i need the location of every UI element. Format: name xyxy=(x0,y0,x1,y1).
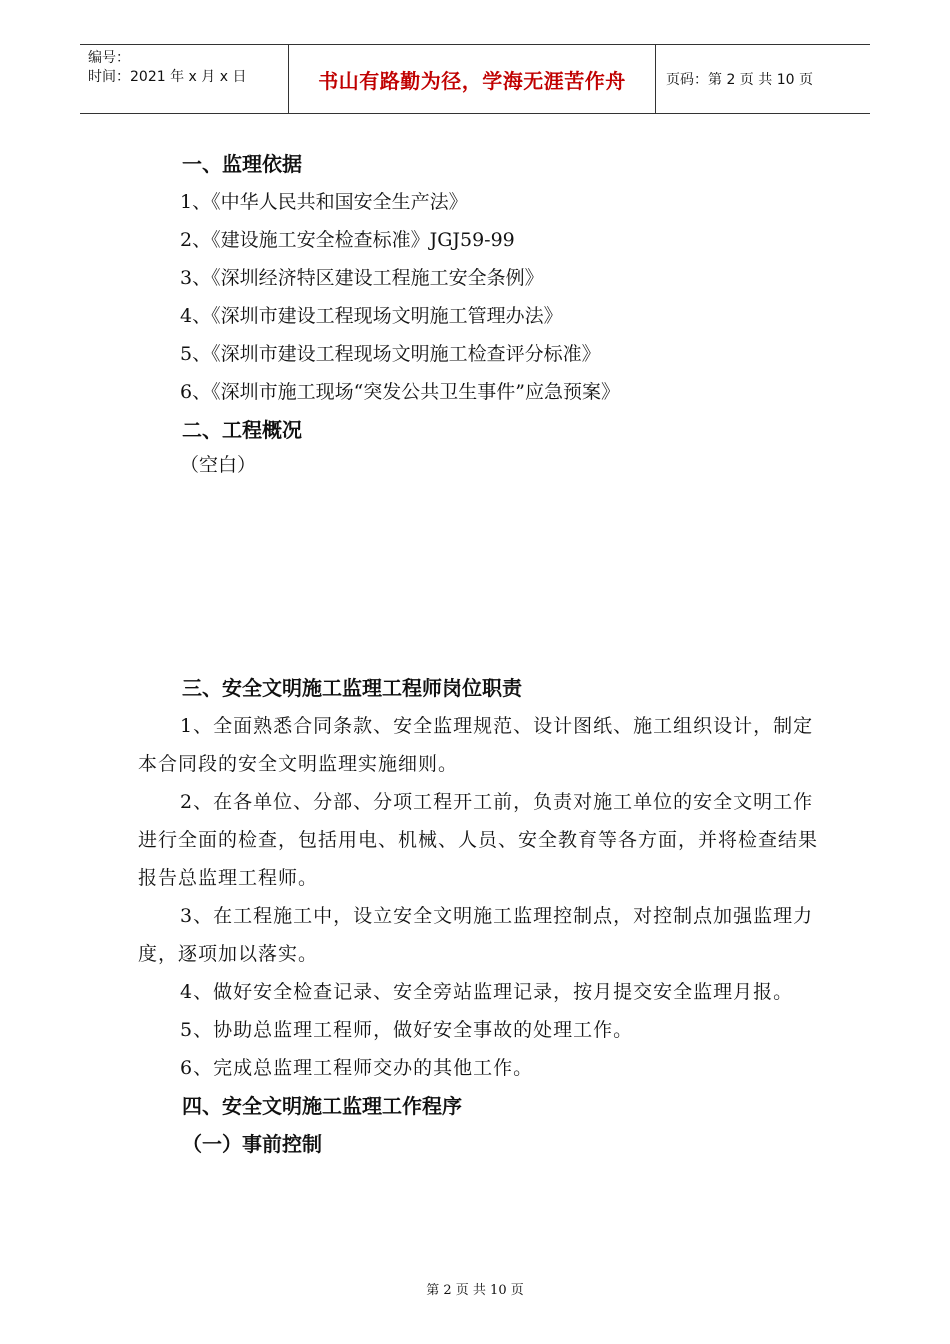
header-number: 编号： xyxy=(88,50,130,66)
duty-item: 4、做好安全检查记录、安全旁站监理记录，按月提交安全监理月报。 xyxy=(180,981,794,1003)
header-motto-cell xyxy=(288,45,656,113)
blank-note: （空白） xyxy=(180,454,257,476)
duty-item: 5、协助总监理工程师，做好安全事故的处理工作。 xyxy=(180,1019,634,1041)
basis-item: 2、《建设施工安全检查标准》JGJ59-99 xyxy=(180,229,515,251)
blank-space xyxy=(138,481,818,669)
header-page-info: 页码：第 2 页 共 10 页 xyxy=(666,72,813,88)
duty-item: 1、全面熟悉合同条款、安全监理规范、设计图纸、施工组织设计，制定本合同段的安全文明监理实施细则。 xyxy=(138,715,814,775)
section-title-3: 三、安全文明施工监理工程师岗位职责 xyxy=(182,676,522,700)
document-body xyxy=(138,145,818,1163)
section-title-1: 一、监理依据 xyxy=(182,152,302,176)
duty-item: 2、在各单位、分部、分项工程开工前，负责对施工单位的安全文明工作进行全面的检查，包括用电、机械、人员、安全教育等各方面，并将检查结果报告总监理工程师。 xyxy=(138,791,819,889)
header-time: 时间：2021 年 x 月 x 日 xyxy=(88,69,247,85)
basis-item: 6、《深圳市施工现场“突发公共卫生事件”应急预案》 xyxy=(180,381,621,403)
basis-item: 3、《深圳经济特区建设工程施工安全条例》 xyxy=(180,267,544,289)
page-footer: 第 2 页 共 10 页 xyxy=(426,1283,524,1298)
duty-item: 3、在工程施工中，设立安全文明施工监理控制点，对控制点加强监理力度，逐项加以落实。 xyxy=(138,905,814,965)
basis-item: 1、《中华人民共和国安全生产法》 xyxy=(180,191,468,213)
subsection-title: （一）事前控制 xyxy=(182,1132,322,1156)
section-title-4: 四、安全文明施工监理工作程序 xyxy=(182,1094,462,1118)
header-meta xyxy=(80,45,288,113)
header-motto: 书山有路勤为径，学海无涯苦作舟 xyxy=(318,68,626,93)
section-title-2: 二、工程概况 xyxy=(182,418,302,442)
basis-item: 4、《深圳市建设工程现场文明施工管理办法》 xyxy=(180,305,563,327)
duty-item: 6、完成总监理工程师交办的其他工作。 xyxy=(180,1057,534,1079)
basis-item: 5、《深圳市建设工程现场文明施工检查评分标准》 xyxy=(180,343,601,365)
page-header xyxy=(80,44,870,114)
